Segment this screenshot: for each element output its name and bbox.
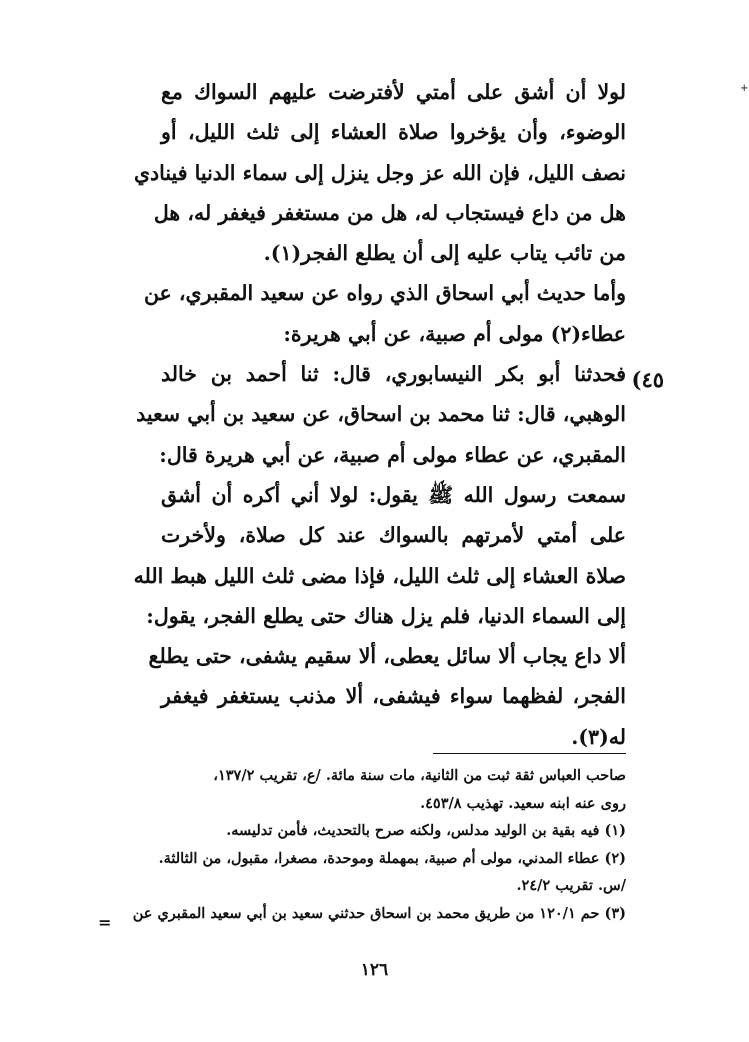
continuation-mark: = xyxy=(98,913,112,932)
text-line: نصف الليل، فإن الله عز وجل ينزل إلى سماء الدنيا فينادي xyxy=(133,160,626,185)
footnote-line: صاحب العباس ثقة ثبت من الثانية، مات سنة مائة. /ع، تقريب ١٣٧/٢، xyxy=(213,767,626,784)
text-line: وأما حديث أبي اسحاق الذي رواه عن سعيد المقبري، عن xyxy=(143,281,626,306)
text-line: له(٣). xyxy=(571,724,626,749)
text-line: صلاة العشاء إلى ثلث الليل، فإذا مضى ثلث الليل هبط الله xyxy=(133,563,626,588)
text-line: عطاء(٢) مولى أم صبية، عن أبي هريرة: xyxy=(283,321,626,346)
text-line: على أمتي لأمرتهم بالسواك عند كل صلاة، ولأخرت xyxy=(161,523,626,548)
footnote-line: (١) فيه بقية بن الوليد مدلس، ولكنه صرح بالتحديث، فأمن تدليسه. xyxy=(226,822,626,839)
footnote-line: (٢) عطاء المدني، مولى أم صبية، بمهملة وموحدة، مصغرا، مقبول، من الثالثة. xyxy=(158,849,626,867)
text-line: سمعت رسول الله ﷺ يقول: لولا أني أكره أن أشق xyxy=(161,482,626,507)
text-line: الوضوء، وأن يؤخروا صلاة العشاء إلى ثلث الليل، أو xyxy=(161,120,626,145)
footnote-divider xyxy=(433,753,626,754)
text-line: من تائب يتاب عليه إلى أن يطلع الفجر(١). xyxy=(263,241,626,266)
footnote-line: /س. تقريب ٢٤/٢. xyxy=(516,877,626,894)
text-line: ألا داع يجاب ألا سائل يعطى، ألا سقيم يشفى، حتى يطلع xyxy=(148,644,626,669)
text-line: هل من داع فيستجاب له، هل من مستغفر فيغفر له، هل xyxy=(153,200,626,225)
main-text xyxy=(133,72,626,757)
text-line: إلى السماء الدنيا، فلم يزل هناك حتى يطلع الفجر، يقول: xyxy=(146,603,626,628)
footnotes xyxy=(126,762,626,927)
text-line: المقبري، عن عطاء مولى أم صبية، عن أبي هريرة قال: xyxy=(159,442,626,467)
text-line: الوهبي، قال: ثنا محمد بن اسحاق، عن سعيد بن أبي سعيد xyxy=(136,402,626,427)
margin-mark: + xyxy=(740,83,749,94)
footnote-line: روى عنه ابنه سعيد. تهذيب ٤٥٣/٨. xyxy=(420,794,626,812)
text-line: الفجر، لفظهما سواء فيشفى، ألا مذنب يستغفر فيغفر xyxy=(161,684,626,709)
text-line: فحدثنا أبو بكر النيسابوري، قال: ثنا أحمد بن خالد xyxy=(161,362,626,387)
footnote-line: (٣) حم ١٢٠/١ من طريق محمد بن اسحاق حدثني سعيد بن أبي سعيد المقبري عن xyxy=(132,904,626,922)
page-number: ١٢٦ xyxy=(360,960,389,980)
hadith-number: ٤٥) xyxy=(631,367,664,392)
text-line: لولا أن أشق على أمتي لأفترضت عليهم السواك مع xyxy=(161,80,626,104)
